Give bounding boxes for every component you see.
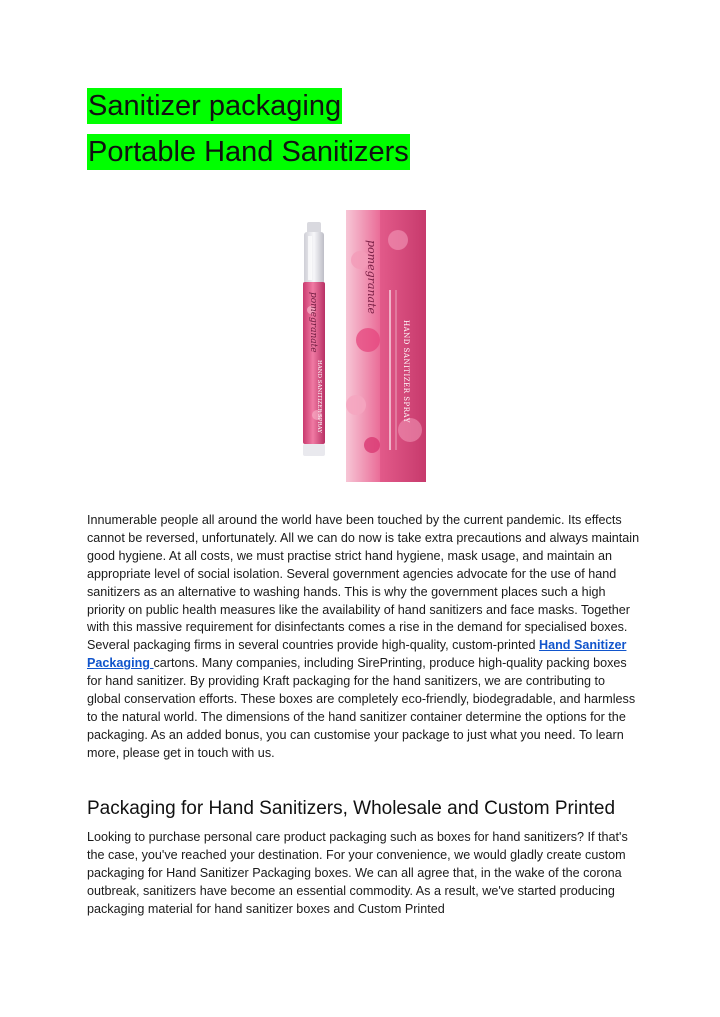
product-image: [280, 200, 450, 500]
intro-paragraph: [87, 512, 642, 763]
hand-sanitizer-packaging-link[interactable]: Hand Sanitizer Packaging: [87, 638, 627, 671]
tube-brand-text: pomegranate: [308, 292, 318, 353]
title-line-1: Sanitizer packaging: [88, 90, 342, 122]
box-label-text: HAND SANITIZER SPRAY: [402, 320, 410, 423]
sanitizer-box: [346, 210, 426, 482]
intro-text-after-link: cartons. Many companies, including SirePrinting, produce high-quality packing boxes for hand sanitizer. By providing Kraft packaging for the hand sanitizers, we are contributing to global conservation efforts. These boxes are completely eco-friendly, biodegradable, and harmless to the natural world. The dimensions of the hand sanitizer container determine the options for the packaging. As an added bonus, you can customise your package to just what you need. To learn more, please get in touch with us.: [87, 656, 636, 760]
sanitizer-spray-tube: [303, 222, 325, 456]
box-brand-text: pomegranate: [365, 240, 378, 315]
tube-label-text: HAND SANITIZER SPRAY: [316, 360, 322, 434]
section-paragraph: Looking to purchase personal care product packaging such as boxes for hand sanitizers? If that's the case, you've reached your destination. For your convenience, we would gladly create custom packaging for Hand Sanitizer Packaging boxes. We can all agree that, in the wake of the corona outbreak, sanitizers have become an essential commodity. As a result, we've started producing packaging material for hand sanitizer boxes and Custom Printed: [87, 830, 628, 916]
intro-text-before-link: Innumerable people all around the world have been touched by the current pandemic. Its effects cannot be reversed, unfortunately. All we can do now is take extra precautions and always maintain good hygiene. At all costs, we must practise strict hand hygiene, mask usage, and maintain an appropriate level of social isolation. Several government agencies advocate for the use of hand sanitizers as an alternative to washing hands. This is why the government places such a high priority on public health measures like the availability of hand sanitizers and face masks. Together with this massive requirement for disinfectants comes a rise in the demand for specialised boxes. Several packaging firms in several countries provide high-quality, custom-printed: [87, 513, 640, 653]
section-heading: Packaging for Hand Sanitizers, Wholesale and Custom Printed: [87, 798, 616, 819]
title-line-2: Portable Hand Sanitizers: [88, 136, 409, 168]
